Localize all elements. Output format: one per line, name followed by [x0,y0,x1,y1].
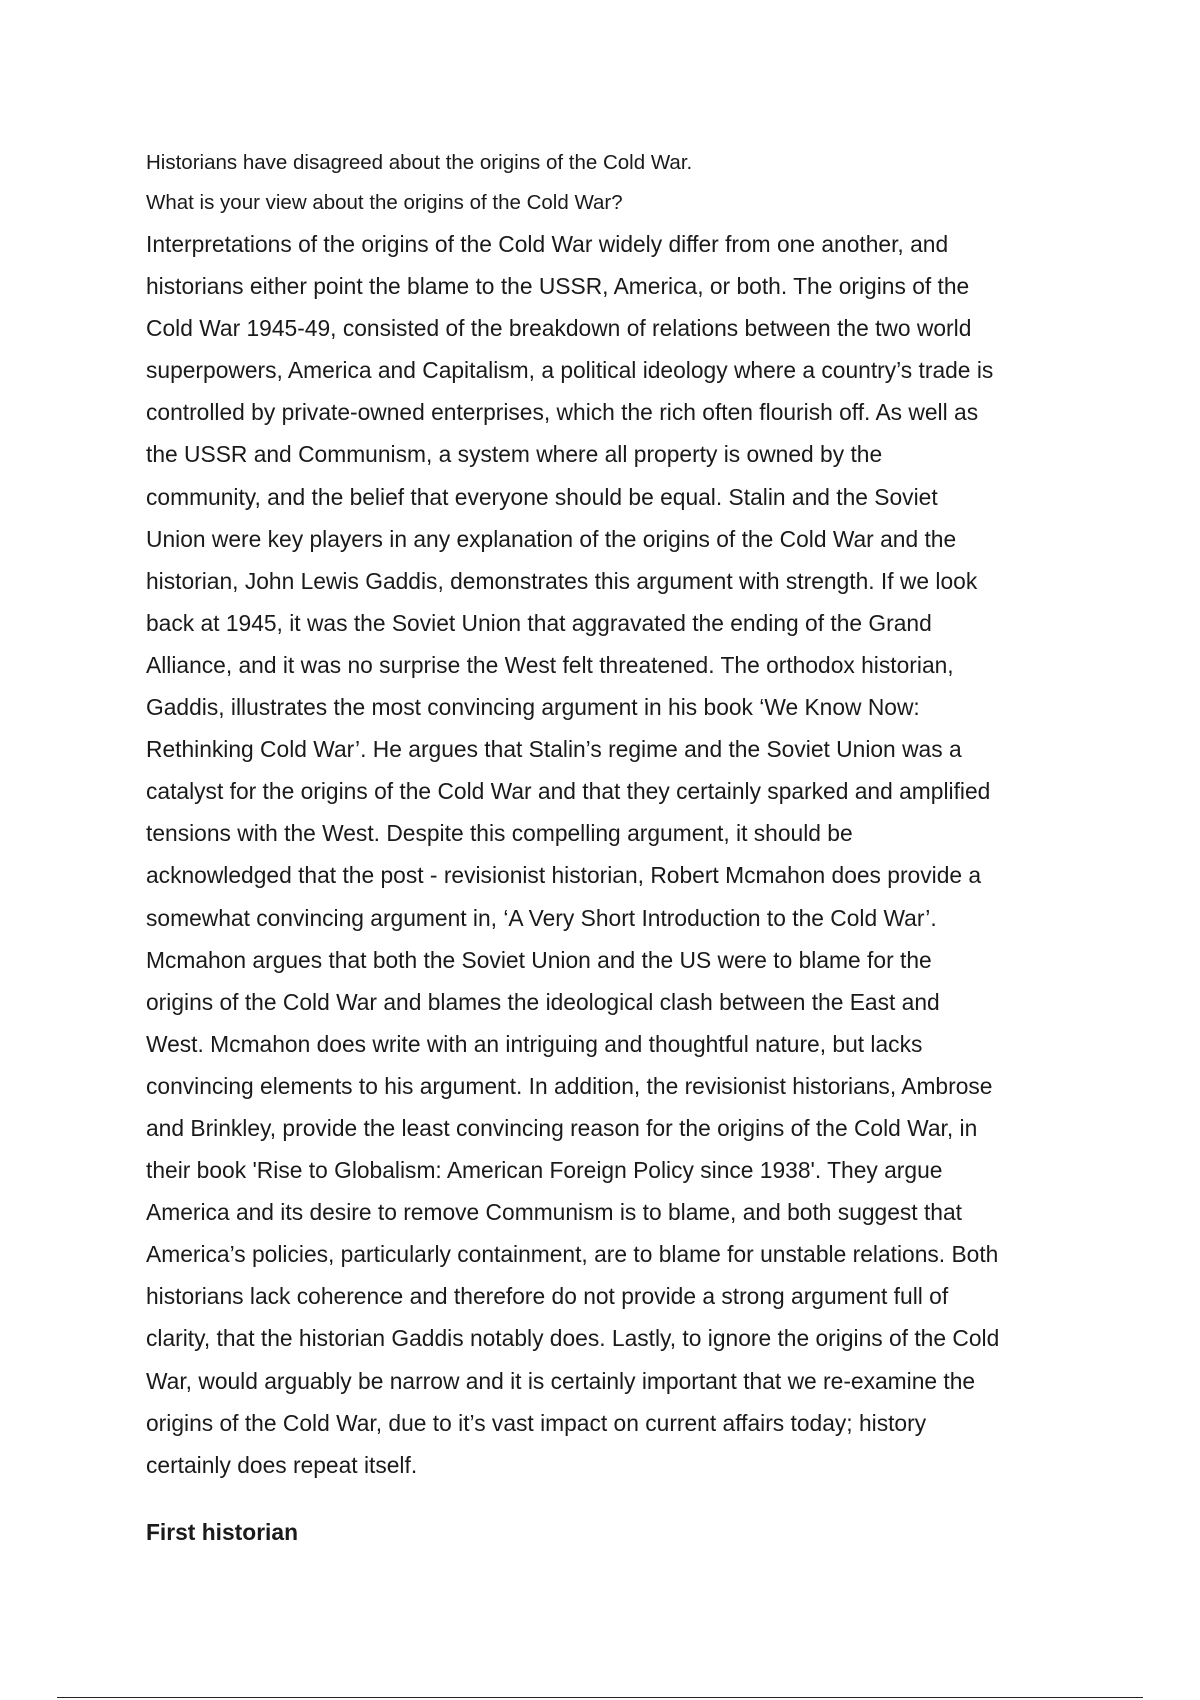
essay-line: somewhat convincing argument in, ‘A Very Short Introduction to the Cold War’. [146,904,937,931]
essay-line: Interpretations of the origins of the Cold War widely differ from one another, and [146,231,949,257]
essay-line: and Brinkley, provide the least convincing reason for the origins of the Cold War, in [146,1114,978,1141]
essay-line: clarity, that the historian Gaddis notably does. Lastly, to ignore the origins of the Cold [146,1325,1000,1352]
essay-line: back at 1945, it was the Soviet Union that aggravated the ending of the Grand [146,609,932,636]
document-page [146,143,1066,1486]
essay-line: superpowers, America and Capitalism, a political ideology where a country’s trade is [146,357,994,384]
essay-line: Cold War 1945-49, consisted of the breakdown of relations between the two world [146,315,972,342]
essay-line: origins of the Cold War, due to it’s vast impact on current affairs today; history [146,1409,927,1436]
essay-line: community, and the belief that everyone should be equal. Stalin and the Soviet [146,483,938,510]
essay-line: Union were key players in any explanation of the origins of the Cold War and the [146,525,957,552]
essay-line: Alliance, and it was no surprise the West felt threatened. The orthodox historian, [146,651,954,678]
essay-line: certainly does repeat itself. [146,1451,418,1478]
essay-line: the USSR and Communism, a system where all property is owned by the [146,441,883,468]
essay-paragraph [146,223,1066,1486]
essay-line: catalyst for the origins of the Cold War and that they certainly sparked and amplified [146,778,991,805]
essay-line: origins of the Cold War and blames the ideological clash between the East and [146,988,940,1015]
section-heading-first-historian: First historian [146,1519,298,1545]
essay-line: Rethinking Cold War’. He argues that Stalin’s regime and the Soviet Union was a [146,736,962,763]
essay-prompt-line-2: What is your view about the origins of the Cold War? [146,191,623,214]
essay-line: historians either point the blame to the USSR, America, or both. The origins of the [146,273,970,300]
essay-line: Gaddis, illustrates the most convincing argument in his book ‘We Know Now: [146,694,920,721]
essay-line: convincing elements to his argument. In addition, the revisionist historians, Ambrose [146,1072,993,1099]
essay-line: historian, John Lewis Gaddis, demonstrates this argument with strength. If we look [146,567,978,594]
essay-line: America and its desire to remove Communism is to blame, and both suggest that [146,1199,963,1226]
essay-line: controlled by private-owned enterprises, which the rich often flourish off. As well as [146,399,979,426]
essay-line: War, would arguably be narrow and it is certainly important that we re-examine the [146,1367,976,1394]
essay-line: acknowledged that the post - revisionist historian, Robert Mcmahon does provide a [146,862,982,889]
essay-line: tensions with the West. Despite this compelling argument, it should be [146,820,853,847]
essay-line: Mcmahon argues that both the Soviet Union and the US were to blame for the [146,946,932,973]
essay-line: historians lack coherence and therefore do not provide a strong argument full of [146,1283,949,1310]
page-bottom-divider [57,1697,1143,1698]
essay-line: their book 'Rise to Globalism: American Foreign Policy since 1938'. They argue [146,1157,943,1184]
essay-line: America’s policies, particularly containment, are to blame for unstable relations. Both [146,1241,999,1268]
essay-line: West. Mcmahon does write with an intriguing and thoughtful nature, but lacks [146,1030,923,1057]
essay-prompt-line-1: Historians have disagreed about the origins of the Cold War. [146,151,693,174]
